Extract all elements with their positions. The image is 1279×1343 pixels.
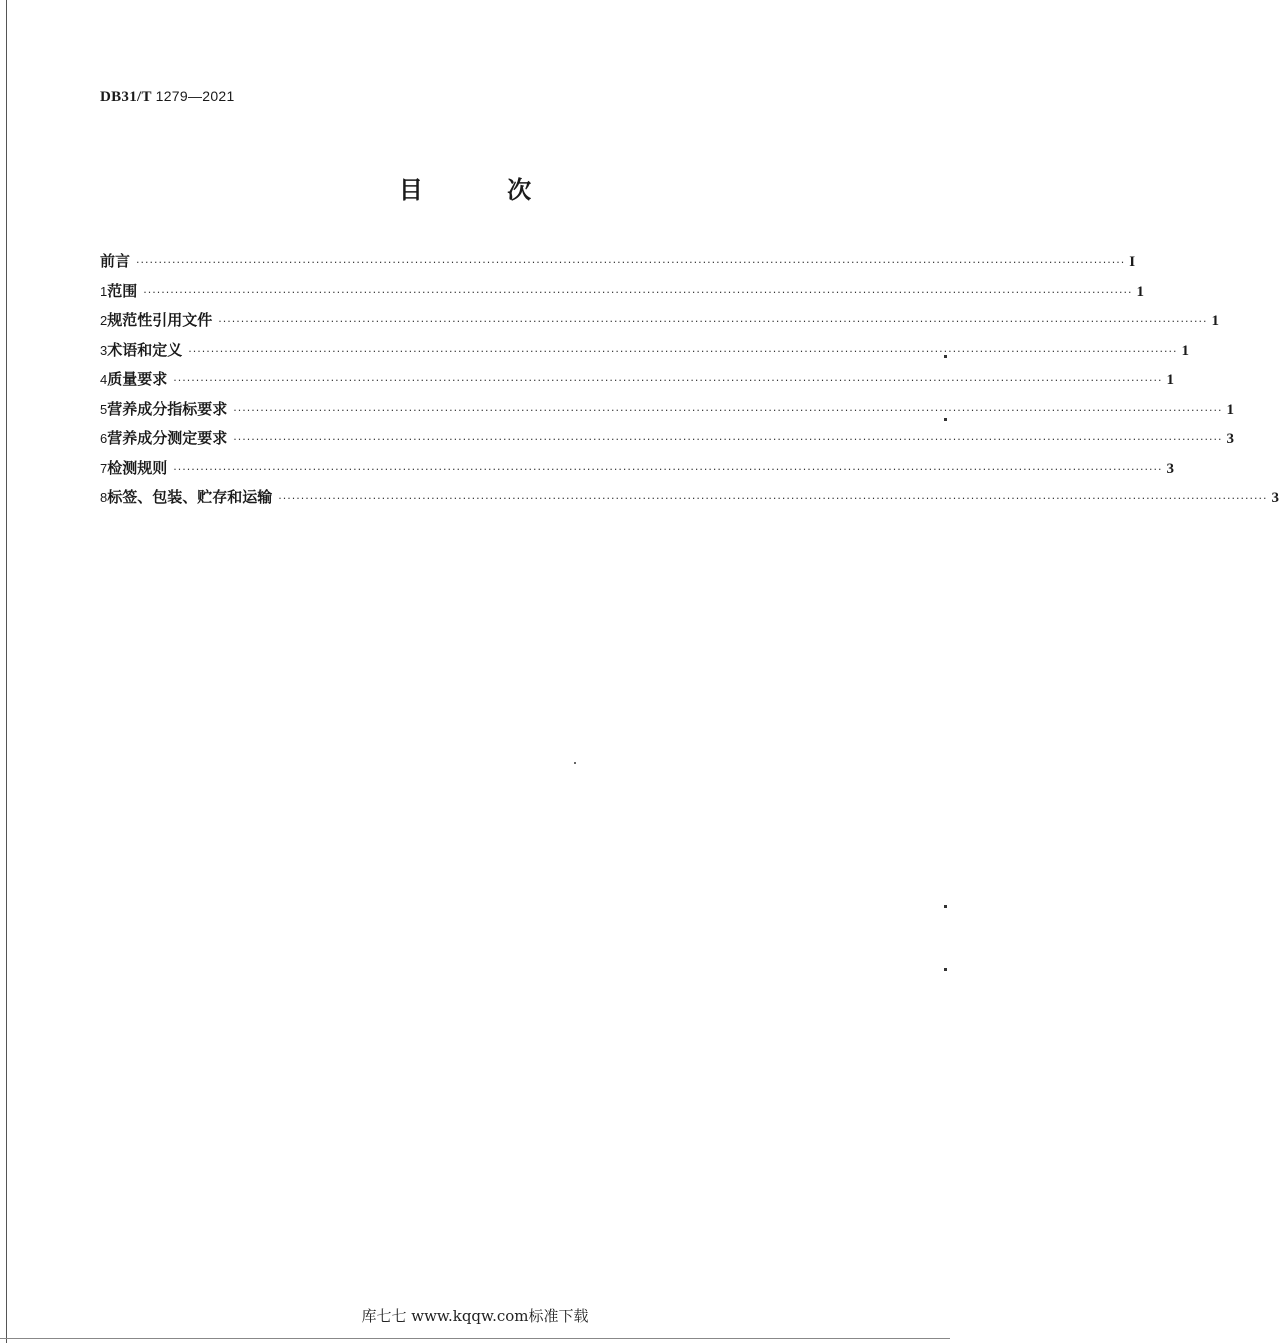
toc-entry-label: 术语和定义: [107, 340, 183, 359]
toc-entry[interactable]: [100, 250, 1136, 280]
toc-entry-page: I: [1129, 254, 1136, 270]
toc-leader-dots: ····························································································································································································································: [173, 462, 1163, 476]
toc-entry-page: 1: [1166, 372, 1174, 388]
toc-leader-dots: ····························································································································································································································: [173, 374, 1163, 387]
toc-entry-number: 5: [100, 401, 108, 417]
toc-entry-label: 前言: [100, 252, 131, 270]
toc-entry-label: 范围: [107, 281, 138, 300]
toc-entry[interactable]: [100, 280, 1144, 310]
scan-mark: [944, 418, 947, 421]
toc-entry-number: 1: [100, 283, 108, 299]
toc-entry-label: 营养成分测定要求: [107, 429, 228, 447]
toc-entry-page: 1: [1181, 342, 1189, 359]
toc-leader-dots: ····························································································································································································································: [233, 403, 1223, 417]
toc-entry[interactable]: [100, 398, 1234, 428]
scan-mark: [944, 905, 947, 908]
toc-entry-number: 4: [100, 372, 108, 387]
toc-leader-dots: ····························································································································································································································: [188, 344, 1178, 358]
scan-border-bottom: [0, 1338, 950, 1339]
toc-entry-number: 7: [100, 460, 108, 476]
toc-entry-label: 营养成分指标要求: [107, 399, 228, 418]
toc-leader-dots: ····························································································································································································································: [218, 315, 1208, 328]
toc-entry-label: 检测规则: [107, 458, 168, 477]
toc-entry[interactable]: [100, 427, 1234, 457]
scan-mark: [944, 968, 947, 971]
toc-entry[interactable]: [100, 309, 1219, 339]
toc-entry-number: 8: [100, 490, 108, 505]
toc-leader-dots: ····························································································································································································································: [278, 492, 1268, 505]
toc-entry-number: 3: [100, 342, 108, 358]
footer-watermark: 库七七 www.kqqw.com标准下载: [361, 1307, 589, 1325]
toc-entry-label: 规范性引用文件: [107, 311, 213, 329]
toc-entry-page: 3: [1271, 490, 1279, 506]
toc-entry-label: 标签、包装、贮存和运输: [107, 488, 273, 506]
toc-entry-number: 2: [100, 313, 108, 328]
toc-entry-page: 1: [1136, 283, 1144, 300]
document-code: [100, 88, 235, 106]
toc-entry[interactable]: [100, 368, 1174, 398]
toc-entry[interactable]: [100, 486, 1279, 516]
toc-entry-page: 1: [1226, 401, 1234, 418]
toc-entry-page: 3: [1166, 460, 1174, 477]
toc-entry-page: 1: [1211, 313, 1219, 329]
scan-speck: [574, 762, 576, 764]
toc-entry-label: 质量要求: [107, 370, 168, 388]
document-number: 1279—2021: [155, 88, 235, 104]
toc-leader-dots: ····························································································································································································································: [233, 433, 1223, 446]
toc-leader-dots: ····························································································································································································································: [143, 285, 1133, 299]
toc-entry-page: 3: [1226, 431, 1234, 447]
toc-title: 目 次: [398, 176, 570, 204]
toc-leader-dots: ····························································································································································································································: [136, 256, 1126, 269]
toc-entry[interactable]: [100, 457, 1174, 487]
toc-entry[interactable]: [100, 339, 1189, 369]
document-prefix: DB31/T: [100, 89, 152, 105]
toc-entry-number: 6: [100, 431, 108, 446]
table-of-contents: [100, 250, 1279, 516]
